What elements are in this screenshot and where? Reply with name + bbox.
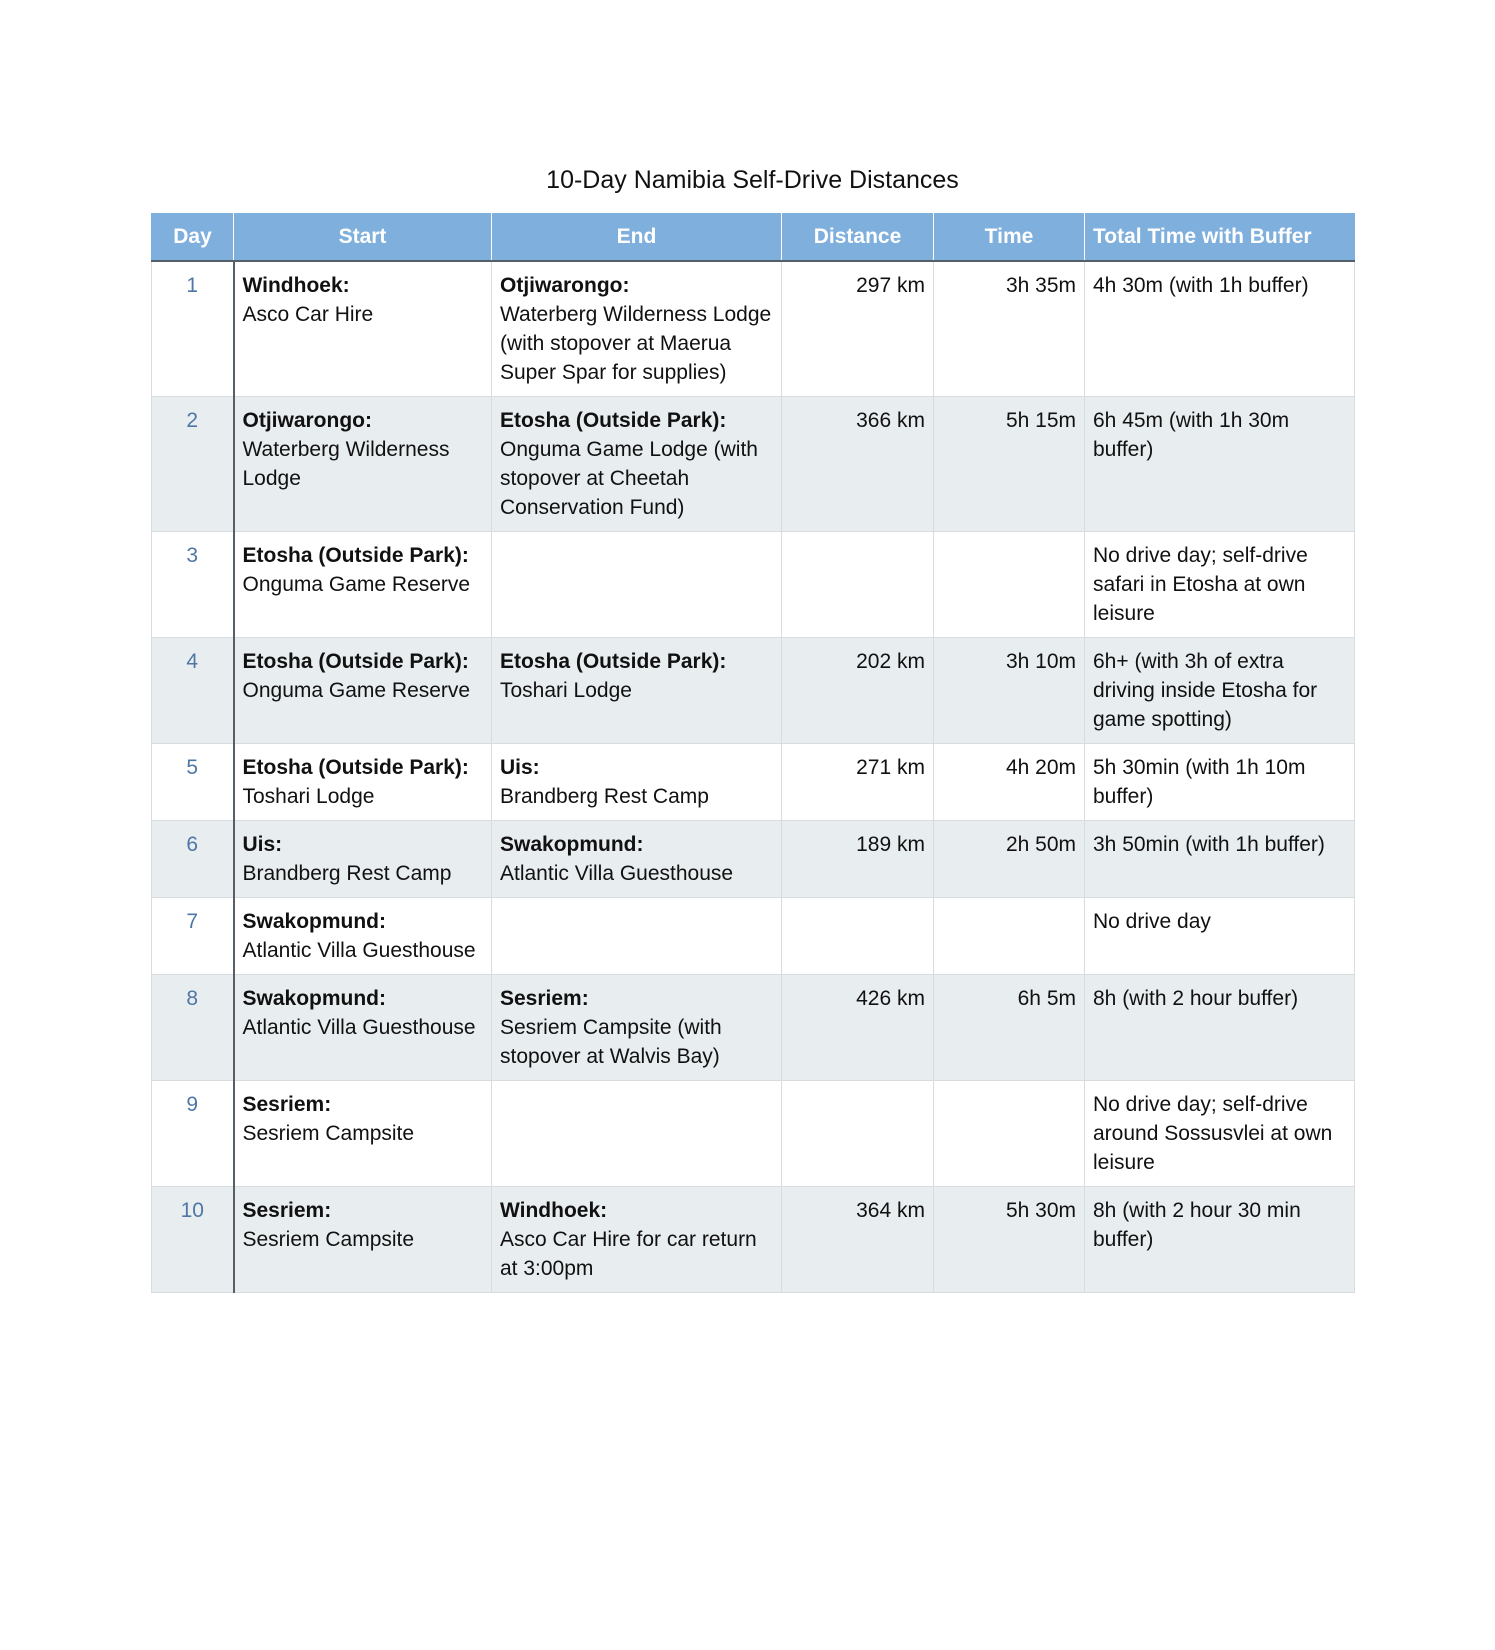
start-detail: Brandberg Rest Camp xyxy=(242,862,452,885)
end-cell xyxy=(492,532,782,638)
end-detail: Brandberg Rest Camp xyxy=(500,785,709,808)
time-cell: 5h 15m xyxy=(934,397,1085,532)
end-detail: Atlantic Villa Guesthouse xyxy=(500,862,734,885)
table-row xyxy=(152,397,1355,532)
end-detail: Toshari Lodge xyxy=(500,679,632,702)
header-end: End xyxy=(492,213,782,261)
end-place: Otjiwarongo: xyxy=(500,274,630,297)
table-row xyxy=(152,975,1355,1081)
end-detail: Sesriem Campsite (with stopover at Walvis Bay) xyxy=(500,1016,722,1068)
table-row xyxy=(152,638,1355,744)
end-place: Sesriem: xyxy=(500,987,589,1010)
day-cell: 6 xyxy=(152,821,234,898)
start-detail: Toshari Lodge xyxy=(242,785,375,808)
day-cell: 5 xyxy=(152,744,234,821)
start-cell xyxy=(234,975,492,1081)
header-row xyxy=(152,213,1355,261)
start-place: Etosha (Outside Park): xyxy=(242,650,469,673)
distance-cell: 202 km xyxy=(782,638,934,744)
distance-cell: 364 km xyxy=(782,1187,934,1293)
table-row xyxy=(152,532,1355,638)
day-cell: 10 xyxy=(152,1187,234,1293)
day-cell: 4 xyxy=(152,638,234,744)
start-cell xyxy=(234,1081,492,1187)
time-cell: 2h 50m xyxy=(934,821,1085,898)
distance-cell: 189 km xyxy=(782,821,934,898)
total-time-cell: 8h (with 2 hour buffer) xyxy=(1085,975,1355,1081)
day-cell: 3 xyxy=(152,532,234,638)
start-cell xyxy=(234,261,492,397)
start-place: Etosha (Outside Park): xyxy=(242,756,469,779)
time-cell: 6h 5m xyxy=(934,975,1085,1081)
start-cell xyxy=(234,898,492,975)
header-start: Start xyxy=(234,213,492,261)
start-place: Swakopmund: xyxy=(242,910,387,933)
start-cell xyxy=(234,821,492,898)
header-total-time: Total Time with Buffer xyxy=(1085,213,1355,261)
day-cell: 2 xyxy=(152,397,234,532)
table-row xyxy=(152,898,1355,975)
time-cell xyxy=(934,532,1085,638)
header-distance: Distance xyxy=(782,213,934,261)
table-row xyxy=(152,1081,1355,1187)
start-cell xyxy=(234,532,492,638)
table-row xyxy=(152,261,1355,397)
start-place: Etosha (Outside Park): xyxy=(242,544,469,567)
total-time-cell: No drive day; self-drive safari in Etosha at own leisure xyxy=(1085,532,1355,638)
header-time: Time xyxy=(934,213,1085,261)
end-cell xyxy=(492,744,782,821)
end-place: Etosha (Outside Park): xyxy=(500,409,727,432)
start-cell xyxy=(234,638,492,744)
table-row xyxy=(152,821,1355,898)
total-time-cell: 6h+ (with 3h of extra driving inside Etosha for game spotting) xyxy=(1085,638,1355,744)
start-place: Sesriem: xyxy=(242,1199,332,1222)
table-body xyxy=(152,261,1355,1293)
day-cell: 9 xyxy=(152,1081,234,1187)
start-detail: Onguma Game Reserve xyxy=(242,679,471,702)
total-time-cell: 5h 30min (with 1h 10m buffer) xyxy=(1085,744,1355,821)
start-detail: Waterberg Wilderness Lodge xyxy=(242,438,450,490)
time-cell xyxy=(934,898,1085,975)
day-cell: 1 xyxy=(152,261,234,397)
distance-cell: 366 km xyxy=(782,397,934,532)
start-cell xyxy=(234,397,492,532)
time-cell: 5h 30m xyxy=(934,1187,1085,1293)
total-time-cell: 8h (with 2 hour 30 min buffer) xyxy=(1085,1187,1355,1293)
start-detail: Onguma Game Reserve xyxy=(242,573,471,596)
header-day: Day xyxy=(152,213,234,261)
start-place: Sesriem: xyxy=(242,1093,332,1116)
end-cell xyxy=(492,821,782,898)
start-place: Uis: xyxy=(242,833,283,856)
distance-cell: 426 km xyxy=(782,975,934,1081)
total-time-cell: 3h 50min (with 1h buffer) xyxy=(1085,821,1355,898)
page-title: 10-Day Namibia Self-Drive Distances xyxy=(546,166,959,194)
end-cell xyxy=(492,397,782,532)
end-detail: Onguma Game Lodge (with stopover at Cheetah Conservation Fund) xyxy=(500,438,758,519)
end-cell xyxy=(492,638,782,744)
time-cell: 4h 20m xyxy=(934,744,1085,821)
end-place: Swakopmund: xyxy=(500,833,644,856)
table-row xyxy=(152,744,1355,821)
end-place: Etosha (Outside Park): xyxy=(500,650,727,673)
total-time-cell: No drive day xyxy=(1085,898,1355,975)
end-detail: Waterberg Wilderness Lodge (with stopover at Maerua Super Spar for supplies) xyxy=(500,303,772,384)
end-cell xyxy=(492,898,782,975)
end-cell xyxy=(492,261,782,397)
day-cell: 8 xyxy=(152,975,234,1081)
time-cell: 3h 35m xyxy=(934,261,1085,397)
total-time-cell: No drive day; self-drive around Sossusvlei at own leisure xyxy=(1085,1081,1355,1187)
end-place: Uis: xyxy=(500,756,540,779)
start-cell xyxy=(234,744,492,821)
start-detail: Atlantic Villa Guesthouse xyxy=(242,1016,476,1039)
total-time-cell: 6h 45m (with 1h 30m buffer) xyxy=(1085,397,1355,532)
start-detail: Sesriem Campsite xyxy=(242,1122,415,1145)
end-cell xyxy=(492,975,782,1081)
distance-cell: 297 km xyxy=(782,261,934,397)
distance-cell xyxy=(782,1081,934,1187)
start-cell xyxy=(234,1187,492,1293)
end-detail: Asco Car Hire for car return at 3:00pm xyxy=(500,1228,757,1280)
distance-cell: 271 km xyxy=(782,744,934,821)
day-cell: 7 xyxy=(152,898,234,975)
time-cell xyxy=(934,1081,1085,1187)
distance-cell xyxy=(782,898,934,975)
start-place: Otjiwarongo: xyxy=(242,409,372,432)
end-cell xyxy=(492,1081,782,1187)
table-row xyxy=(152,1187,1355,1293)
start-place: Swakopmund: xyxy=(242,987,387,1010)
end-place: Windhoek: xyxy=(500,1199,608,1222)
end-cell xyxy=(492,1187,782,1293)
start-detail: Atlantic Villa Guesthouse xyxy=(242,939,476,962)
distance-cell xyxy=(782,532,934,638)
time-cell: 3h 10m xyxy=(934,638,1085,744)
itinerary-table xyxy=(151,213,1355,1293)
start-detail: Sesriem Campsite xyxy=(242,1228,415,1251)
table-header xyxy=(152,213,1355,261)
total-time-cell: 4h 30m (with 1h buffer) xyxy=(1085,261,1355,397)
start-place: Windhoek: xyxy=(242,274,350,297)
start-detail: Asco Car Hire xyxy=(242,303,374,326)
